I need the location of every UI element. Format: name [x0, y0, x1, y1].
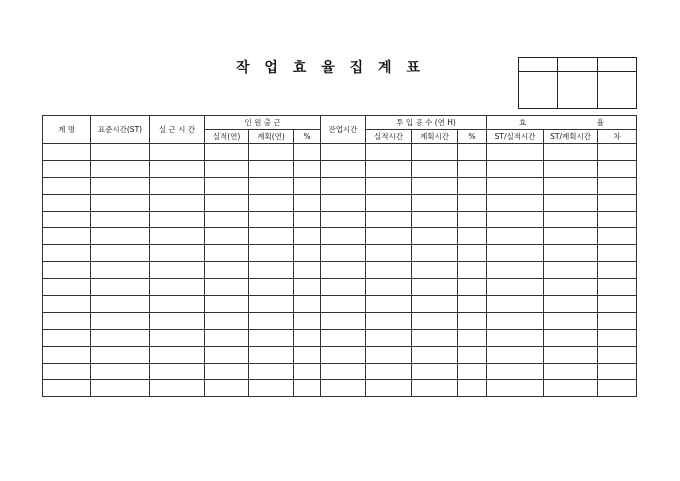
table-cell[interactable] [150, 177, 205, 194]
table-cell[interactable] [43, 279, 91, 296]
table-cell[interactable] [412, 363, 458, 380]
table-cell[interactable] [249, 363, 294, 380]
header-input-actual: 실적시간 [366, 130, 412, 144]
table-cell[interactable] [598, 296, 637, 313]
table-cell[interactable] [487, 228, 544, 245]
table-cell[interactable] [458, 363, 487, 380]
table-cell[interactable] [43, 312, 91, 329]
table-cell[interactable] [412, 194, 458, 211]
table-cell[interactable] [150, 160, 205, 177]
table-cell[interactable] [366, 346, 412, 363]
table-cell[interactable] [458, 380, 487, 397]
table-cell[interactable] [544, 296, 598, 313]
table-cell[interactable] [321, 380, 366, 397]
table-cell[interactable] [91, 296, 150, 313]
table-cell[interactable] [598, 279, 637, 296]
table-cell[interactable] [43, 329, 91, 346]
header-attendance-actual: 실적(연) [205, 130, 249, 144]
table-cell[interactable] [43, 262, 91, 279]
table-cell[interactable] [366, 160, 412, 177]
header-attendance-percent: % [294, 130, 321, 144]
header-efficiency-group [487, 116, 637, 130]
table-cell[interactable] [458, 312, 487, 329]
table-cell[interactable] [366, 279, 412, 296]
table-cell[interactable] [458, 177, 487, 194]
table-cell[interactable] [91, 211, 150, 228]
table-cell[interactable] [91, 329, 150, 346]
table-cell[interactable] [43, 194, 91, 211]
table-cell[interactable] [205, 346, 249, 363]
table-cell[interactable] [544, 279, 598, 296]
table-cell[interactable] [544, 245, 598, 262]
table-cell[interactable] [487, 363, 544, 380]
table-cell[interactable] [487, 245, 544, 262]
table-row [43, 380, 637, 397]
table-cell[interactable] [598, 144, 637, 161]
table-cell[interactable] [205, 296, 249, 313]
table-cell[interactable] [249, 228, 294, 245]
table-cell[interactable] [366, 262, 412, 279]
header-name: 계 명 [43, 116, 91, 144]
header-efficiency-left: 효 [519, 118, 527, 127]
table-cell[interactable] [249, 211, 294, 228]
page-title: 작 업 효 율 집 계 표 [236, 60, 424, 76]
table-cell[interactable] [249, 279, 294, 296]
table-cell[interactable] [366, 296, 412, 313]
table-cell[interactable] [487, 380, 544, 397]
table-cell[interactable] [43, 245, 91, 262]
table-cell[interactable] [91, 177, 150, 194]
table-cell[interactable] [544, 160, 598, 177]
table-cell[interactable] [249, 329, 294, 346]
table-cell[interactable] [321, 160, 366, 177]
table-cell[interactable] [544, 380, 598, 397]
table-cell[interactable] [544, 363, 598, 380]
approval-sign-cell[interactable] [558, 72, 598, 109]
table-cell[interactable] [205, 144, 249, 161]
approval-header-cell [598, 58, 637, 72]
table-cell[interactable] [91, 262, 150, 279]
table-cell[interactable] [598, 211, 637, 228]
table-cell[interactable] [412, 346, 458, 363]
table-cell[interactable] [321, 346, 366, 363]
table-cell[interactable] [91, 380, 150, 397]
table-cell[interactable] [321, 279, 366, 296]
table-cell[interactable] [321, 363, 366, 380]
table-cell[interactable] [43, 380, 91, 397]
table-cell[interactable] [294, 144, 321, 161]
table-cell[interactable] [458, 245, 487, 262]
table-cell[interactable] [294, 363, 321, 380]
table-cell[interactable] [321, 228, 366, 245]
table-cell[interactable] [487, 329, 544, 346]
table-cell[interactable] [487, 144, 544, 161]
table-cell[interactable] [412, 329, 458, 346]
table-cell[interactable] [321, 262, 366, 279]
table-cell[interactable] [458, 228, 487, 245]
table-cell[interactable] [366, 245, 412, 262]
table-cell[interactable] [458, 211, 487, 228]
table-cell[interactable] [487, 312, 544, 329]
table-cell[interactable] [598, 312, 637, 329]
table-cell[interactable] [249, 296, 294, 313]
table-cell[interactable] [366, 144, 412, 161]
table-cell[interactable] [91, 312, 150, 329]
table-cell[interactable] [487, 346, 544, 363]
approval-header-cell [558, 58, 598, 72]
table-cell[interactable] [205, 262, 249, 279]
table-cell[interactable] [598, 329, 637, 346]
table-cell[interactable] [412, 177, 458, 194]
table-cell[interactable] [487, 262, 544, 279]
table-cell[interactable] [544, 329, 598, 346]
table-cell[interactable] [249, 312, 294, 329]
table-cell[interactable] [205, 194, 249, 211]
approval-box [518, 57, 637, 109]
table-cell[interactable] [366, 380, 412, 397]
table-cell[interactable] [366, 177, 412, 194]
table-cell[interactable] [487, 279, 544, 296]
table-cell[interactable] [91, 228, 150, 245]
table-cell[interactable] [458, 346, 487, 363]
table-cell[interactable] [205, 160, 249, 177]
table-row [43, 160, 637, 177]
table-cell[interactable] [249, 194, 294, 211]
table-cell[interactable] [249, 262, 294, 279]
table-cell[interactable] [321, 211, 366, 228]
table-cell[interactable] [43, 144, 91, 161]
table-cell[interactable] [598, 177, 637, 194]
table-cell[interactable] [43, 160, 91, 177]
table-row [43, 211, 637, 228]
table-cell[interactable] [294, 160, 321, 177]
table-cell[interactable] [598, 228, 637, 245]
table-cell[interactable] [91, 346, 150, 363]
header-overtime: 잔업시간 [321, 116, 366, 144]
table-cell[interactable] [249, 177, 294, 194]
table-cell[interactable] [412, 262, 458, 279]
table-cell[interactable] [487, 194, 544, 211]
table-cell[interactable] [487, 211, 544, 228]
table-cell[interactable] [598, 160, 637, 177]
table-cell[interactable] [205, 279, 249, 296]
table-cell[interactable] [150, 245, 205, 262]
table-cell[interactable] [544, 228, 598, 245]
table-cell[interactable] [598, 262, 637, 279]
header-actual-work-time: 실 근 시 간 [150, 116, 205, 144]
table-cell[interactable] [321, 194, 366, 211]
table-cell[interactable] [412, 228, 458, 245]
table-cell[interactable] [294, 312, 321, 329]
table-cell[interactable] [249, 144, 294, 161]
table-row [43, 262, 637, 279]
table-cell[interactable] [458, 144, 487, 161]
table-cell[interactable] [150, 312, 205, 329]
table-row [43, 363, 637, 380]
table-cell[interactable] [150, 346, 205, 363]
table-cell[interactable] [544, 194, 598, 211]
table-cell[interactable] [544, 312, 598, 329]
table-cell[interactable] [91, 363, 150, 380]
table-cell[interactable] [458, 262, 487, 279]
table-cell[interactable] [366, 329, 412, 346]
table-cell[interactable] [205, 228, 249, 245]
table-cell[interactable] [150, 329, 205, 346]
approval-sign-cell[interactable] [598, 72, 637, 109]
table-cell[interactable] [321, 245, 366, 262]
table-cell[interactable] [43, 346, 91, 363]
table-cell[interactable] [321, 296, 366, 313]
table-row [43, 144, 637, 161]
table-cell[interactable] [91, 144, 150, 161]
table-cell[interactable] [544, 177, 598, 194]
table-cell[interactable] [321, 329, 366, 346]
table-cell[interactable] [294, 346, 321, 363]
table-cell[interactable] [366, 363, 412, 380]
table-cell[interactable] [458, 329, 487, 346]
table-cell[interactable] [321, 177, 366, 194]
header-input-plan: 계획시간 [412, 130, 458, 144]
header-efficiency-right: 율 [596, 118, 605, 127]
table-cell[interactable] [412, 312, 458, 329]
header-st-actual: ST/실적시간 [487, 130, 544, 144]
table-cell[interactable] [412, 211, 458, 228]
table-cell[interactable] [150, 380, 205, 397]
table-cell[interactable] [294, 228, 321, 245]
table-cell[interactable] [294, 211, 321, 228]
table-cell[interactable] [294, 380, 321, 397]
table-cell[interactable] [205, 312, 249, 329]
header-standard-time: 표준시간(ST) [91, 116, 150, 144]
table-cell[interactable] [150, 144, 205, 161]
table-cell[interactable] [150, 279, 205, 296]
table-cell[interactable] [598, 194, 637, 211]
table-cell[interactable] [412, 380, 458, 397]
table-cell[interactable] [321, 144, 366, 161]
table-cell[interactable] [294, 279, 321, 296]
table-cell[interactable] [412, 160, 458, 177]
table-cell[interactable] [458, 194, 487, 211]
table-row [43, 346, 637, 363]
table-row [43, 177, 637, 194]
table-cell[interactable] [458, 296, 487, 313]
header-st-plan: ST/계획시간 [544, 130, 598, 144]
table-cell[interactable] [544, 262, 598, 279]
table-cell[interactable] [205, 380, 249, 397]
table-cell[interactable] [150, 262, 205, 279]
table-cell[interactable] [91, 279, 150, 296]
header-attendance-plan: 계획(연) [249, 130, 294, 144]
table-row [43, 296, 637, 313]
table-cell[interactable] [150, 211, 205, 228]
table-row [43, 194, 637, 211]
table-cell[interactable] [294, 296, 321, 313]
table-row [43, 245, 637, 262]
table-row [43, 329, 637, 346]
table-cell[interactable] [458, 279, 487, 296]
table-row [43, 228, 637, 245]
table-cell[interactable] [91, 160, 150, 177]
table-cell[interactable] [205, 329, 249, 346]
table-cell[interactable] [150, 363, 205, 380]
table-cell[interactable] [366, 194, 412, 211]
table-cell[interactable] [91, 245, 150, 262]
table-cell[interactable] [598, 380, 637, 397]
table-cell[interactable] [43, 296, 91, 313]
header-difference: 차 [598, 130, 637, 144]
table-cell[interactable] [294, 329, 321, 346]
table-cell[interactable] [544, 346, 598, 363]
table-row [43, 279, 637, 296]
table-cell[interactable] [249, 346, 294, 363]
table-cell[interactable] [366, 211, 412, 228]
table-cell[interactable] [294, 177, 321, 194]
table-cell[interactable] [249, 160, 294, 177]
approval-sign-cell[interactable] [519, 72, 558, 109]
table-cell[interactable] [366, 312, 412, 329]
table-cell[interactable] [412, 296, 458, 313]
table-cell[interactable] [598, 245, 637, 262]
table-cell[interactable] [366, 228, 412, 245]
table-cell[interactable] [412, 245, 458, 262]
table-cell[interactable] [487, 296, 544, 313]
table-cell[interactable] [205, 211, 249, 228]
table-cell[interactable] [598, 346, 637, 363]
table-cell[interactable] [150, 296, 205, 313]
table-cell[interactable] [294, 262, 321, 279]
header-input-percent: % [458, 130, 487, 144]
header-attendance-group: 인 원 출 근 [205, 116, 321, 130]
table-cell[interactable] [544, 144, 598, 161]
table-cell[interactable] [487, 177, 544, 194]
table-cell[interactable] [205, 245, 249, 262]
table-cell[interactable] [249, 380, 294, 397]
table-cell[interactable] [150, 194, 205, 211]
table-cell[interactable] [150, 228, 205, 245]
table-cell[interactable] [205, 177, 249, 194]
table-cell[interactable] [487, 160, 544, 177]
table-cell[interactable] [544, 211, 598, 228]
table-cell[interactable] [412, 144, 458, 161]
table-cell[interactable] [249, 245, 294, 262]
table-cell[interactable] [294, 194, 321, 211]
table-cell[interactable] [321, 312, 366, 329]
table-cell[interactable] [43, 228, 91, 245]
table-cell[interactable] [294, 245, 321, 262]
table-row [43, 312, 637, 329]
header-input-group: 투 입 공 수 (연 H) [366, 116, 487, 130]
table-cell[interactable] [43, 211, 91, 228]
table-cell[interactable] [598, 363, 637, 380]
table-cell[interactable] [412, 279, 458, 296]
efficiency-summary-table [42, 115, 637, 397]
approval-header-cell [519, 58, 558, 72]
table-cell[interactable] [458, 160, 487, 177]
table-cell[interactable] [91, 194, 150, 211]
table-cell[interactable] [43, 363, 91, 380]
table-cell[interactable] [205, 363, 249, 380]
table-cell[interactable] [43, 177, 91, 194]
